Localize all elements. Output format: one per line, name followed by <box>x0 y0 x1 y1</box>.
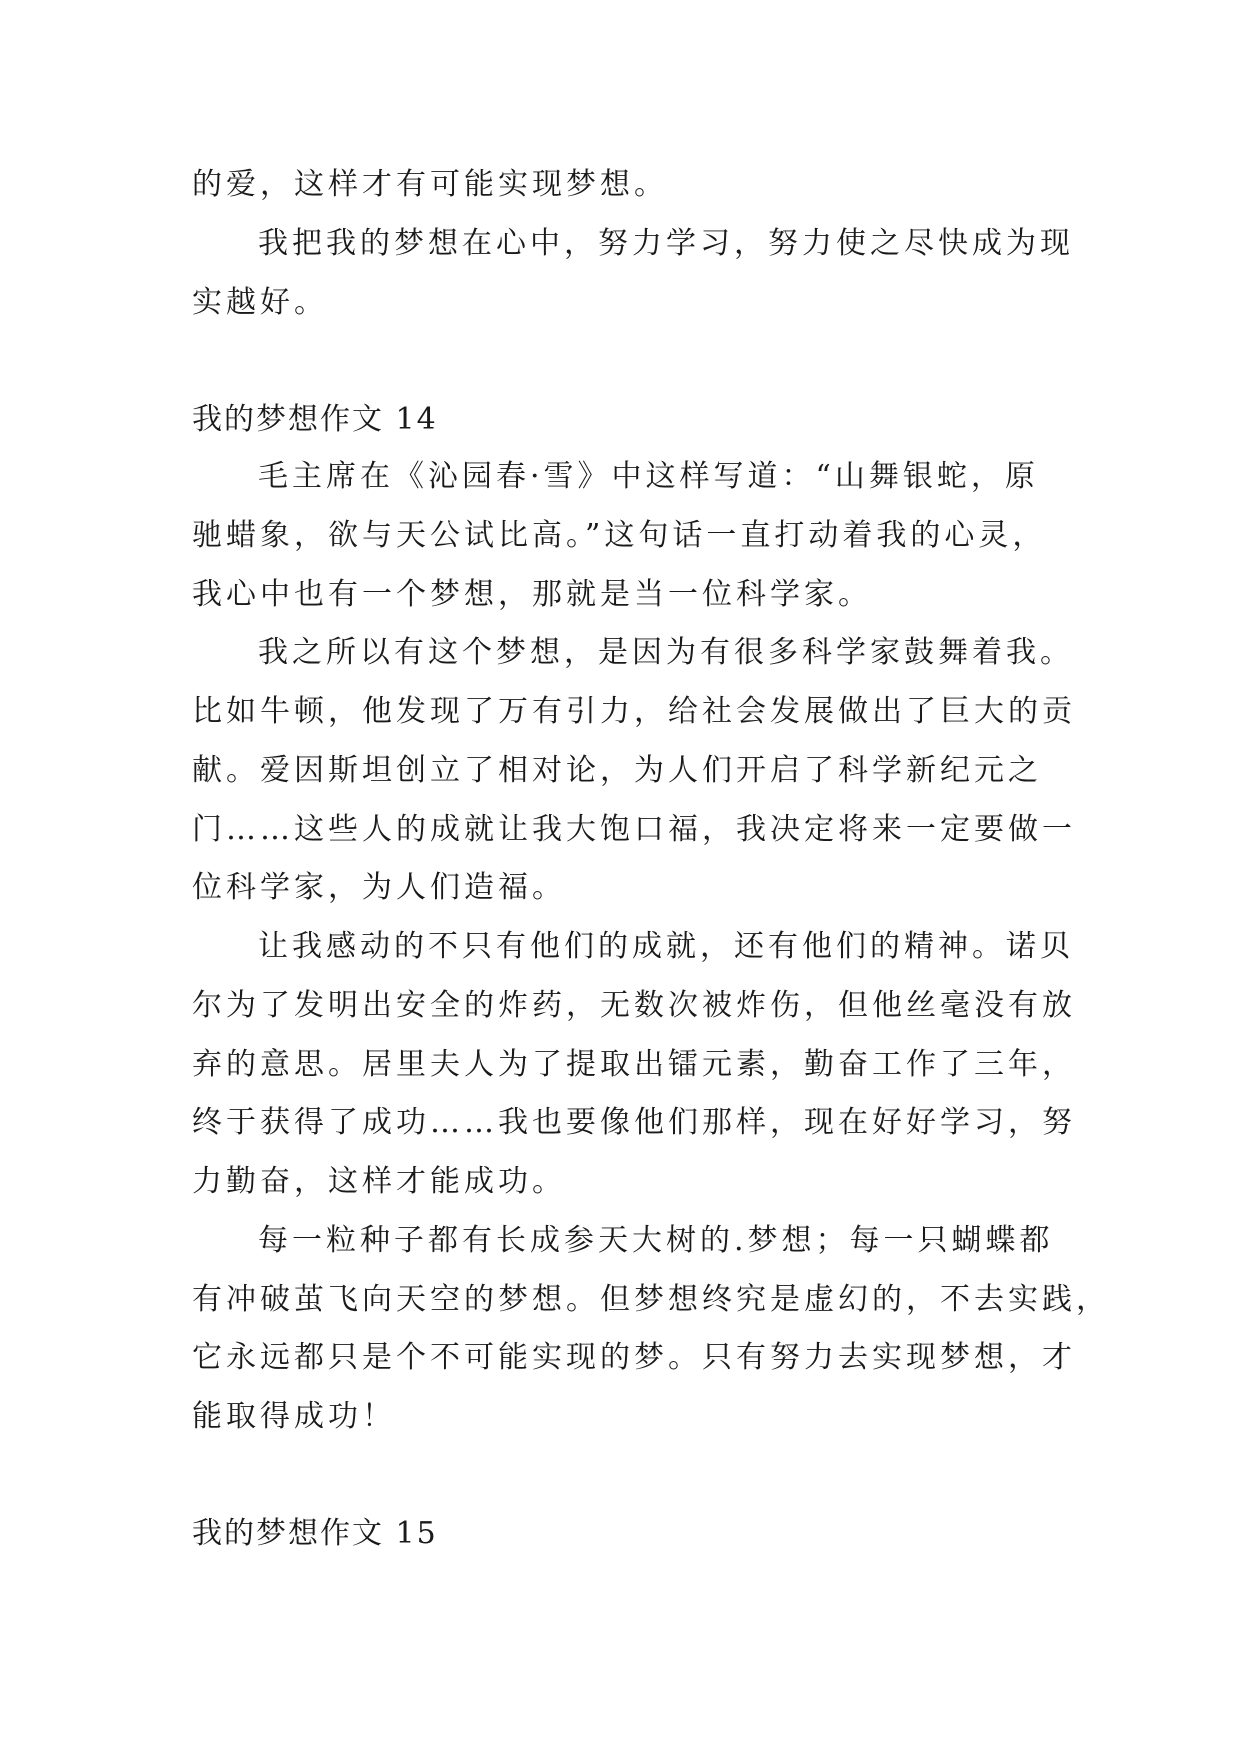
text-line: 的爱，这样才有可能实现梦想。 <box>192 167 668 202</box>
text-line: 毛主席在《沁园春·雪》中这样写道：“山舞银蛇，原 <box>258 459 1039 494</box>
text-line: 它永远都只是个不可能实现的梦。只有努力去实现梦想，才 <box>192 1340 1076 1375</box>
text-line: 有冲破茧飞向天空的梦想。但梦想终究是虚幻的，不去实践， <box>192 1282 1110 1317</box>
text-line: 实越好。 <box>192 285 328 320</box>
text-line: 尔为了发明出安全的炸药，无数次被炸伤，但他丝毫没有放 <box>192 988 1076 1023</box>
text-line: 位科学家，为人们造福。 <box>192 870 566 905</box>
text-line: 终于获得了成功……我也要像他们那样，现在好好学习，努 <box>192 1105 1076 1140</box>
text-line: 力勤奋，这样才能成功。 <box>192 1164 566 1199</box>
section-heading: 我的梦想作文 14 <box>192 402 438 437</box>
text-line: 比如牛顿，他发现了万有引力，给社会发展做出了巨大的贡 <box>192 694 1076 729</box>
section-heading: 我的梦想作文 15 <box>192 1516 438 1551</box>
text-line: 我心中也有一个梦想，那就是当一位科学家。 <box>192 577 872 612</box>
text-line: 让我感动的不只有他们的成就，还有他们的精神。诺贝 <box>258 929 1074 964</box>
text-line: 我之所以有这个梦想，是因为有很多科学家鼓舞着我。 <box>258 635 1074 670</box>
text-line: 弃的意思。居里夫人为了提取出镭元素，勤奋工作了三年， <box>192 1047 1076 1082</box>
text-line: 献。爱因斯坦创立了相对论，为人们开启了科学新纪元之 <box>192 753 1042 788</box>
text-line: 门……这些人的成就让我大饱口福，我决定将来一定要做一 <box>192 812 1076 847</box>
text-line: 我把我的梦想在心中，努力学习，努力使之尽快成为现 <box>258 226 1074 261</box>
text-line: 驰蜡象，欲与天公试比高。”这句话一直打动着我的心灵， <box>192 518 1047 553</box>
text-line: 每一粒种子都有长成参天大树的.梦想；每一只蝴蝶都 <box>258 1223 1054 1258</box>
text-line: 能取得成功！ <box>192 1399 396 1434</box>
